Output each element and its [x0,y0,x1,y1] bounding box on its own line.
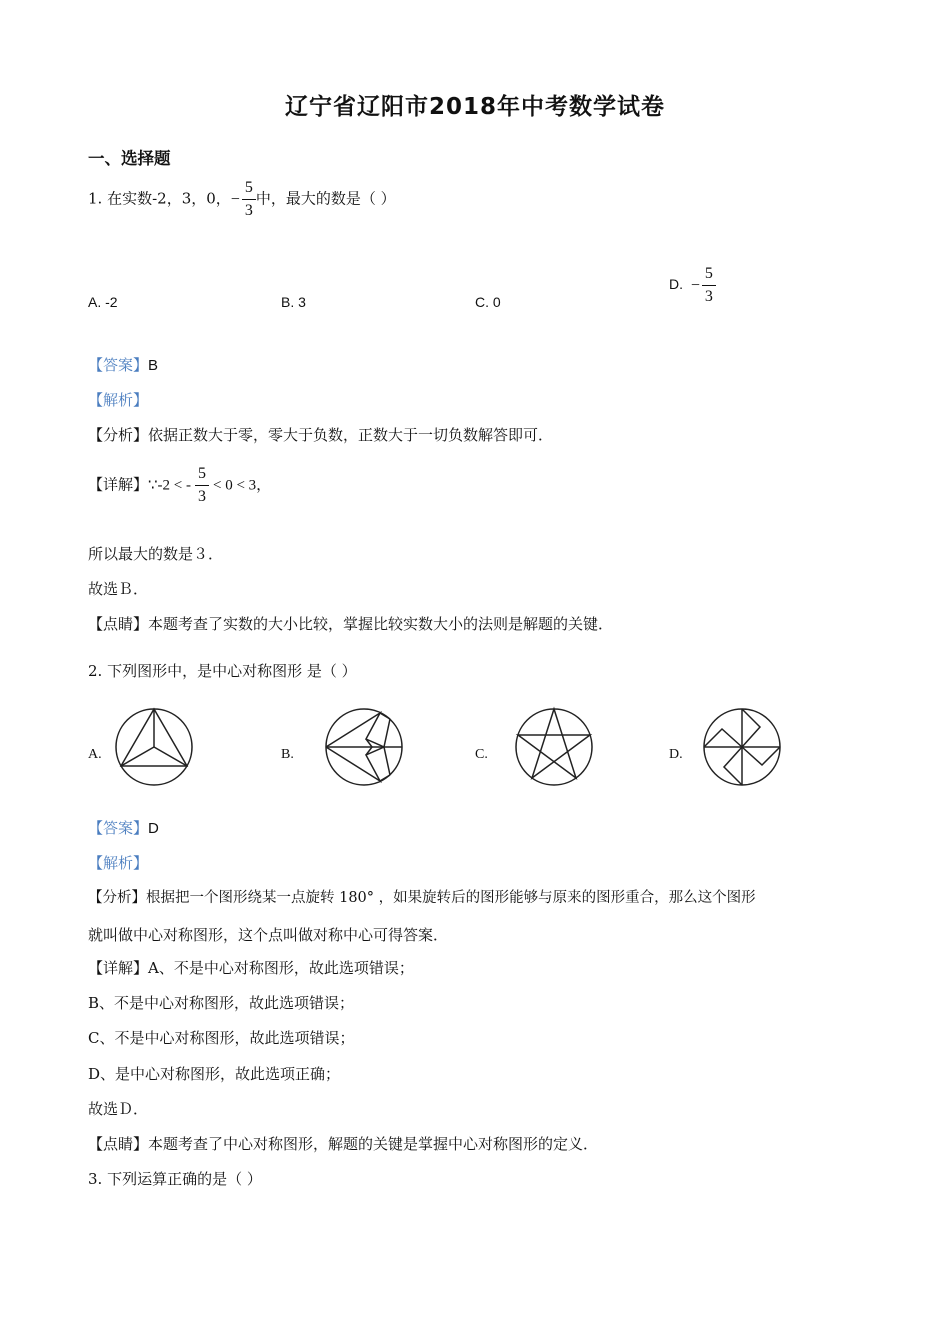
figure-c-circle [516,709,592,785]
q1-option-d [669,266,716,305]
q1-answer [88,354,158,375]
q1-detail-fraction [195,466,209,505]
q2-answer-tag: 【答案】 [88,819,149,837]
page-title: 辽宁省辽阳市2018年中考数学试卷 [284,94,665,120]
q2-line-c: C、不是中心对称图形，故此选项错误； [88,1029,355,1047]
figure-b-line [384,747,390,775]
q1-frac-num: 5 [242,180,256,200]
q2-fenxi-2: 就叫做中心对称图形，这个点叫做对称中心可得答案． [88,926,449,944]
figure-d-line [704,729,742,747]
q2-detail: 【详解】A、不是中心对称图形，故此选项错误； [88,959,414,977]
q2-fig-label-a: A. [88,747,102,762]
q1-answer-value: B [148,357,159,374]
q1-line4: 故选Ｂ． [88,580,149,598]
q2-choose: 故选Ｄ． [88,1100,149,1118]
q1-frac-den: 3 [244,202,253,219]
q1-line3: 所以最大的数是３． [88,545,224,563]
q1-detail-after: < 0 < 3， [213,477,272,494]
q1-fraction [242,180,256,219]
q1-detail [88,466,271,505]
q1-stem-before: 1. 在实数-2，3，0， [88,189,231,208]
q1-option-d-den: 3 [704,288,713,305]
q1-option-b: B. 3 [281,294,306,310]
q1-dianjing: 【点睛】本题考查了实数的大小比较，掌握比较实数大小的法则是解题的关键． [88,615,614,633]
q1-detail-tag: 【详解】 [88,475,149,494]
q1-analysis-tag: 【解析】 [88,391,149,409]
figure-d-line [742,709,760,747]
q2-fig-label-c: C. [475,747,488,762]
q2-figure-b [324,707,404,787]
q2-figure-d [702,707,782,787]
q2-fig-label-b: B. [281,747,294,762]
section-heading: 一、选择题 [88,149,171,168]
figure-b-line [384,719,390,747]
figure-b-line [380,713,390,719]
q1-frac-sign: − [230,190,240,208]
q3-stem: 3. 下列运算正确的是（ ） [88,1170,262,1188]
q2-line-b: B、不是中心对称图形，故此选项错误； [88,994,355,1012]
q2-fig-label-d: D. [669,747,683,762]
q2-figure-a [114,707,194,787]
q1-option-a: A. -2 [88,294,118,310]
q2-line-d: D、是中心对称图形，故此选项正确； [88,1065,341,1083]
q1-detail-num: 5 [195,466,209,486]
q1-option-d-sign: − [690,276,700,294]
q2-answer-value: D [148,820,159,837]
q1-option-d-num: 5 [702,266,716,286]
figure-d-line [742,747,780,765]
q2-analysis-tag: 【解析】 [88,854,149,872]
q1-detail-before: ∵-2 < - [148,477,192,494]
q1-fenxi: 【分析】依据正数大于零，零大于负数，正数大于一切负数解答即可． [88,426,554,444]
q1-stem-after: 中，最大的数是（ ） [255,189,396,208]
q1-option-d-fraction [702,266,716,305]
q1-answer-tag: 【答案】 [88,356,149,374]
q2-figure-c [514,707,594,787]
q2-stem: 2. 下列图形中，是中心对称图形 是（ ） [88,662,357,680]
figure-d-line [724,747,742,785]
q1-option-c: C. 0 [475,294,501,310]
q2-dianjing: 【点睛】本题考查了中心对称图形，解题的关键是掌握中心对称图形的定义． [88,1135,599,1153]
figure-b-line [380,775,390,781]
q1-detail-den: 3 [198,488,207,505]
q1-option-d-label: D. [669,276,683,293]
q2-answer [88,817,159,838]
q2-fenxi-1: 【分析】根据把一个图形绕某一点旋转 180° ，如果旋转后的图形能够与原来的图形重合，那么这个图形 [88,890,756,906]
q1-stem [88,180,396,219]
